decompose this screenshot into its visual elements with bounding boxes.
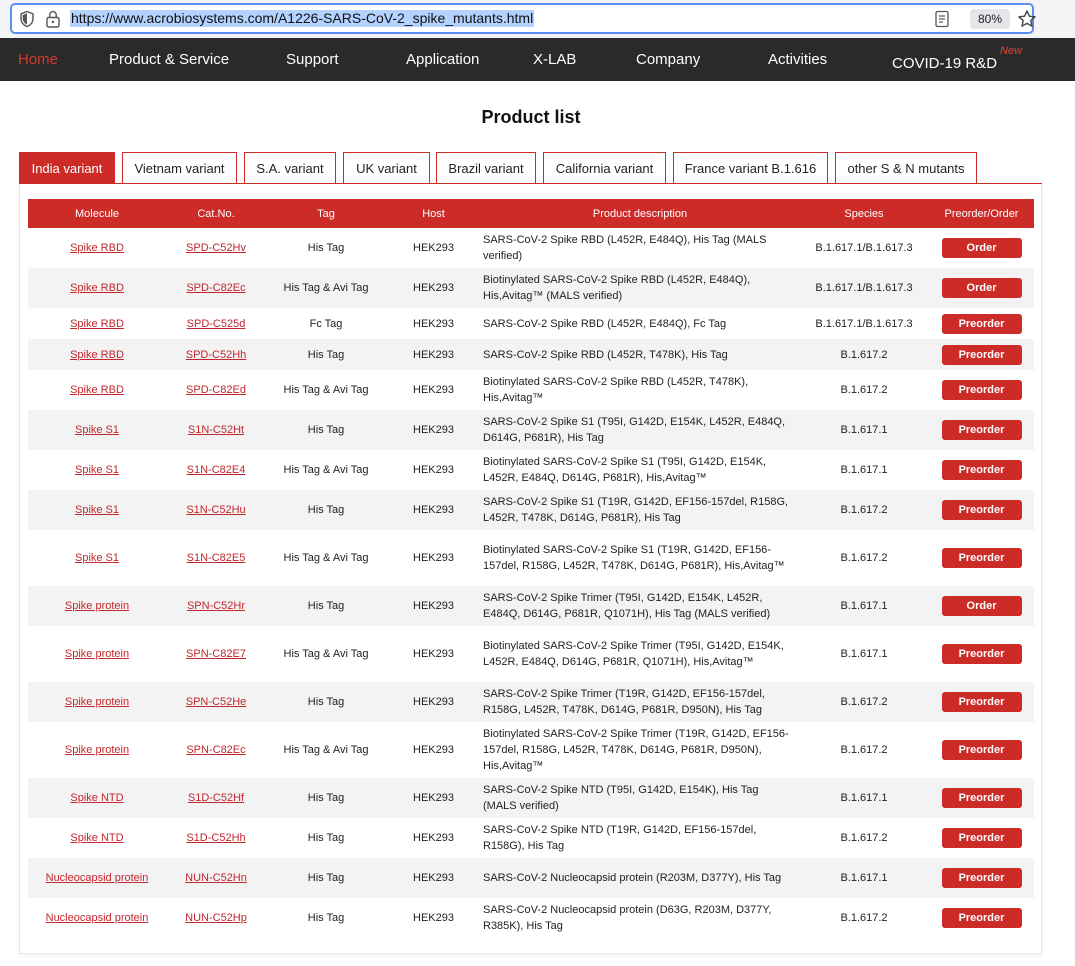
host-cell: HEK293 xyxy=(413,242,454,254)
molecule-link[interactable]: Spike S1 xyxy=(74,552,120,564)
nav-item-x-lab[interactable]: X-LAB xyxy=(533,51,577,68)
browser-toolbar xyxy=(0,0,1075,38)
cat-no-link[interactable]: SPN-C52Hr xyxy=(186,600,246,612)
preorder-button[interactable]: Preorder xyxy=(942,345,1022,365)
species-cell: B.1.617.1 xyxy=(799,778,929,818)
description-cell: SARS-CoV-2 Spike RBD (L452R, E484Q), Fc Tag xyxy=(483,317,727,330)
host-cell: HEK293 xyxy=(386,490,481,530)
molecule-link[interactable]: Spike S1 xyxy=(74,464,120,476)
page-title: Product list xyxy=(481,107,581,127)
header-product-description: Product description xyxy=(481,199,799,228)
cat-no-cell xyxy=(166,228,266,268)
cat-no-cell xyxy=(166,682,266,722)
bookmark-star-icon[interactable] xyxy=(1017,9,1037,29)
species-cell: B.1.617.1 xyxy=(799,858,929,898)
molecule-link[interactable]: Spike RBD xyxy=(70,242,124,254)
description-cell: SARS-CoV-2 Nucleocapsid protein (D63G, R203M, D377Y, R385K), His Tag xyxy=(483,904,772,932)
species-cell: B.1.617.1 xyxy=(799,586,929,626)
molecule-cell xyxy=(28,530,166,586)
table-row xyxy=(28,410,1034,450)
species-cell: B.1.617.2 xyxy=(799,490,929,530)
cat-no-cell xyxy=(166,586,266,626)
tab-sa-variant[interactable]: S.A. variant xyxy=(244,152,336,184)
molecule-link[interactable]: Nucleocapsid protein xyxy=(45,912,149,924)
cat-no-cell xyxy=(166,268,266,308)
description-cell: SARS-CoV-2 Nucleocapsid protein (R203M, D377Y), His Tag xyxy=(481,858,799,898)
molecule-cell xyxy=(28,450,166,490)
cat-no-link[interactable]: S1D-C52Hh xyxy=(186,832,246,844)
nav-item-company[interactable]: Company xyxy=(636,51,701,68)
table-row xyxy=(28,898,1034,938)
order-button[interactable]: Order xyxy=(942,278,1022,298)
table-row xyxy=(28,818,1034,858)
header-molecule: Molecule xyxy=(28,199,166,228)
table-row xyxy=(28,858,1034,898)
tab-france-variant[interactable]: France variant B.1.616 xyxy=(673,152,828,184)
preorder-button[interactable]: Preorder xyxy=(942,380,1022,400)
header-cat-no: Cat.No. xyxy=(166,199,266,228)
cat-no-link[interactable]: SPD-C52Hv xyxy=(186,242,246,254)
species-cell: B.1.617.2 xyxy=(840,552,888,564)
action-cell xyxy=(929,268,1034,308)
tag-cell: His Tag & Avi Tag xyxy=(283,744,369,756)
cat-no-cell xyxy=(166,308,266,339)
nav-item-product-service[interactable]: Product & Service xyxy=(109,51,230,68)
action-cell xyxy=(929,228,1034,268)
description-cell: SARS-CoV-2 Spike NTD (T95I, G142D, E154K), His Tag (MALS verified) xyxy=(481,778,799,818)
cat-no-cell xyxy=(166,818,266,858)
nav-item-activities[interactable]: Activities xyxy=(768,51,828,68)
header-tag: Tag xyxy=(266,199,386,228)
host-cell: HEK293 xyxy=(386,778,481,818)
cat-no-link[interactable]: SPD-C82Ed xyxy=(186,384,246,396)
tag-cell: His Tag & Avi Tag xyxy=(283,384,369,396)
species-cell: B.1.617.2 xyxy=(840,744,888,756)
action-cell xyxy=(929,778,1034,818)
description-cell: Biotinylated SARS-CoV-2 Spike Trimer (T19R, G142D, EF156-157del, R158G, L452R, T478K, D614G, P681R, D950N), His,Avitag™ xyxy=(483,728,789,772)
nav-item-support[interactable]: Support xyxy=(286,51,339,68)
molecule-link[interactable]: Spike RBD xyxy=(70,384,124,396)
host-cell: HEK293 xyxy=(413,648,454,660)
header-preorder-order: Preorder/Order xyxy=(929,199,1034,228)
order-button[interactable]: Order xyxy=(942,238,1022,258)
host-cell: HEK293 xyxy=(413,464,454,476)
cat-no-link[interactable]: SPN-C52He xyxy=(185,696,247,708)
cat-no-cell xyxy=(166,530,266,586)
action-cell xyxy=(929,586,1034,626)
preorder-button[interactable]: Preorder xyxy=(942,314,1022,334)
host-cell: HEK293 xyxy=(386,410,481,450)
description-cell: SARS-CoV-2 Spike Trimer (T19R, G142D, EF156-157del, R158G, L452R, T478K, D614G, P681R, D950N), His Tag xyxy=(481,682,799,722)
molecule-link[interactable]: Spike RBD xyxy=(70,317,124,330)
table-row xyxy=(28,450,1034,490)
cat-no-link[interactable]: NUN-C52Hp xyxy=(185,912,247,924)
tag-cell: His Tag xyxy=(266,339,386,370)
species-cell: B.1.617.1/B.1.617.3 xyxy=(815,317,913,330)
molecule-cell xyxy=(28,586,166,626)
lock-icon[interactable] xyxy=(44,9,62,29)
cat-no-link[interactable]: SPN-C82Ec xyxy=(186,744,246,756)
tag-cell: His Tag & Avi Tag xyxy=(283,552,369,564)
description-cell: Biotinylated SARS-CoV-2 Spike Trimer (T95I, G142D, E154K, L452R, E484Q, D614G, P681R, Q1071H), His,Avitag™ xyxy=(483,640,784,668)
action-cell xyxy=(929,339,1034,370)
header-species: Species xyxy=(799,199,929,228)
molecule-link[interactable]: Spike RBD xyxy=(70,282,124,294)
cat-no-cell xyxy=(166,450,266,490)
action-cell xyxy=(929,858,1034,898)
table-row xyxy=(28,308,1034,339)
molecule-link[interactable]: Spike NTD xyxy=(70,792,124,804)
tab-other-mutants[interactable]: other S & N mutants xyxy=(835,152,977,184)
host-cell: HEK293 xyxy=(386,682,481,722)
cat-no-link[interactable]: SPD-C52Hh xyxy=(185,348,247,361)
table-header-row xyxy=(28,199,1034,228)
nav-item-application[interactable]: Application xyxy=(406,51,480,68)
cat-no-cell xyxy=(166,858,266,898)
molecule-link[interactable]: Spike protein xyxy=(64,648,130,660)
tag-cell: His Tag & Avi Tag xyxy=(283,648,369,660)
tag-cell: Fc Tag xyxy=(309,317,343,330)
molecule-cell xyxy=(28,490,166,530)
table-row xyxy=(28,778,1034,818)
description-cell: Biotinylated SARS-CoV-2 Spike RBD (L452R, E484Q), His,Avitag™ (MALS verified) xyxy=(481,268,799,308)
description-cell: SARS-CoV-2 Spike S1 (T19R, G142D, EF156-157del, R158G, L452R, T478K, D614G, P681R), His Tag xyxy=(481,490,799,530)
molecule-cell xyxy=(28,626,166,682)
species-cell: B.1.617.2 xyxy=(840,832,888,844)
tag-cell: His Tag xyxy=(307,912,345,924)
description-cell: SARS-CoV-2 Spike Trimer (T95I, G142D, E154K, L452R, E484Q, D614G, P681R, Q1071H), His Tag (MALS verified) xyxy=(481,586,799,626)
host-cell: HEK293 xyxy=(413,744,454,756)
tag-cell: His Tag xyxy=(307,832,345,844)
url-text[interactable]: https://www.acrobiosystems.com/A1226-SARS-CoV-2_spike_mutants.html xyxy=(71,10,534,26)
cat-no-cell xyxy=(166,626,266,682)
action-cell xyxy=(929,370,1034,410)
host-cell: HEK293 xyxy=(386,586,481,626)
host-cell: HEK293 xyxy=(386,268,481,308)
table-row xyxy=(28,682,1034,722)
cat-no-cell xyxy=(166,370,266,410)
product-table xyxy=(28,199,1034,938)
species-cell: B.1.617.2 xyxy=(799,682,929,722)
description-cell: SARS-CoV-2 Spike RBD (L452R, T478K), His Tag xyxy=(481,339,799,370)
host-cell: HEK293 xyxy=(413,912,454,924)
description-cell: SARS-CoV-2 Spike S1 (T95I, G142D, E154K, L452R, E484Q, D614G, P681R), His Tag xyxy=(481,410,799,450)
host-cell: HEK293 xyxy=(386,858,481,898)
table-row xyxy=(28,626,1034,682)
tag-cell: His Tag & Avi Tag xyxy=(283,464,369,476)
cat-no-link[interactable]: S1N-C52Ht xyxy=(187,424,245,436)
preorder-button[interactable]: Preorder xyxy=(942,828,1022,848)
molecule-cell xyxy=(28,898,166,938)
tab-india-variant[interactable]: India variant xyxy=(19,152,115,184)
site-navigation xyxy=(0,38,1075,81)
nav-item-home[interactable]: Home xyxy=(18,51,59,68)
molecule-link[interactable]: Nucleocapsid protein xyxy=(45,872,149,884)
tag-cell: His Tag xyxy=(266,586,386,626)
cat-no-link[interactable]: S1D-C52Hf xyxy=(187,792,245,804)
cat-no-cell xyxy=(166,778,266,818)
species-cell: B.1.617.2 xyxy=(840,384,888,396)
species-cell: B.1.617.1/B.1.617.3 xyxy=(799,268,929,308)
header-host: Host xyxy=(386,199,481,228)
cat-no-link[interactable]: SPD-C525d xyxy=(186,317,246,330)
molecule-cell xyxy=(28,339,166,370)
action-cell xyxy=(929,818,1034,858)
action-cell xyxy=(929,490,1034,530)
table-row xyxy=(28,370,1034,410)
cat-no-cell xyxy=(166,722,266,778)
molecule-link[interactable]: Spike S1 xyxy=(74,504,120,516)
table-row xyxy=(28,228,1034,268)
action-cell xyxy=(929,722,1034,778)
molecule-link[interactable]: Spike protein xyxy=(64,600,130,612)
new-badge: New xyxy=(1000,45,1023,57)
species-cell: B.1.617.1 xyxy=(840,464,888,476)
preorder-button[interactable]: Preorder xyxy=(942,740,1022,760)
tag-cell: His Tag xyxy=(307,242,345,254)
tab-brazil-variant[interactable]: Brazil variant xyxy=(436,152,536,184)
table-row xyxy=(28,268,1034,308)
preorder-button[interactable]: Preorder xyxy=(942,908,1022,928)
cat-no-cell xyxy=(166,410,266,450)
cat-no-cell xyxy=(166,490,266,530)
molecule-cell xyxy=(28,410,166,450)
molecule-cell xyxy=(28,778,166,818)
molecule-cell xyxy=(28,858,166,898)
cat-no-cell xyxy=(166,898,266,938)
address-bar[interactable] xyxy=(10,3,1034,34)
reader-view-icon[interactable] xyxy=(934,10,950,28)
table-row xyxy=(28,722,1034,778)
molecule-link[interactable]: Spike RBD xyxy=(70,348,124,361)
action-cell xyxy=(929,450,1034,490)
description-cell: Biotinylated SARS-CoV-2 Spike S1 (T95I, G142D, E154K, L452R, E484Q, D614G, P681R), His,Avitag™ xyxy=(483,456,767,484)
cat-no-link[interactable]: S1N-C82E5 xyxy=(186,552,246,564)
preorder-button[interactable]: Preorder xyxy=(942,788,1022,808)
preorder-button[interactable]: Preorder xyxy=(942,868,1022,888)
molecule-cell xyxy=(28,682,166,722)
tab-california-variant[interactable]: California variant xyxy=(543,152,666,184)
molecule-cell xyxy=(28,818,166,858)
molecule-cell xyxy=(28,308,166,339)
shield-icon[interactable] xyxy=(18,10,36,28)
description-cell: Biotinylated SARS-CoV-2 Spike S1 (T19R, G142D, EF156-157del, R158G, L452R, T478K, D614G, P681R), His,Avitag™ xyxy=(483,544,785,572)
molecule-cell xyxy=(28,268,166,308)
species-cell: B.1.617.1 xyxy=(799,410,929,450)
cat-no-link[interactable]: SPD-C82Ec xyxy=(186,282,246,294)
action-cell xyxy=(929,898,1034,938)
action-cell xyxy=(929,410,1034,450)
preorder-button[interactable]: Preorder xyxy=(942,460,1022,480)
tag-cell: His Tag xyxy=(266,858,386,898)
table-row xyxy=(28,530,1034,586)
molecule-cell xyxy=(28,370,166,410)
cat-no-link[interactable]: NUN-C52Hn xyxy=(185,872,247,884)
host-cell: HEK293 xyxy=(413,832,454,844)
species-cell: B.1.617.2 xyxy=(840,912,888,924)
molecule-link[interactable]: Spike NTD xyxy=(70,832,124,844)
description-cell: SARS-CoV-2 Spike NTD (T19R, G142D, EF156-157del, R158G), His Tag xyxy=(483,824,757,852)
table-row xyxy=(28,586,1034,626)
order-button[interactable]: Order xyxy=(942,596,1022,616)
preorder-button[interactable]: Preorder xyxy=(942,548,1022,568)
description-cell: Biotinylated SARS-CoV-2 Spike RBD (L452R, T478K), His,Avitag™ xyxy=(483,376,749,404)
nav-item-covid-rd[interactable]: COVID-19 $R\&D^{New}$ xyxy=(892,45,1023,72)
host-cell: HEK293 xyxy=(413,317,454,330)
preorder-button[interactable]: Preorder xyxy=(942,644,1022,664)
zoom-level-badge[interactable]: 80% xyxy=(970,9,1010,29)
tag-cell: His Tag xyxy=(266,682,386,722)
molecule-link[interactable]: Spike S1 xyxy=(74,424,120,436)
tag-cell: His Tag & Avi Tag xyxy=(266,268,386,308)
tag-cell: His Tag xyxy=(266,410,386,450)
action-cell xyxy=(929,308,1034,339)
tag-cell: His Tag xyxy=(266,778,386,818)
species-cell: B.1.617.1 xyxy=(840,648,888,660)
preorder-button[interactable]: Preorder xyxy=(942,500,1022,520)
host-cell: HEK293 xyxy=(413,552,454,564)
host-cell: HEK293 xyxy=(386,339,481,370)
preorder-button[interactable]: Preorder xyxy=(942,420,1022,440)
action-cell xyxy=(929,626,1034,682)
tag-cell: His Tag xyxy=(266,490,386,530)
table-row xyxy=(28,339,1034,370)
species-cell: B.1.617.2 xyxy=(799,339,929,370)
molecule-link[interactable]: Spike protein xyxy=(64,696,130,708)
cat-no-link[interactable]: SPN-C82E7 xyxy=(186,648,246,660)
cat-no-link[interactable]: S1N-C82E4 xyxy=(186,464,246,476)
species-cell: B.1.617.1/B.1.617.3 xyxy=(815,242,913,254)
cat-no-link[interactable]: S1N-C52Hu xyxy=(186,504,246,516)
cat-no-cell xyxy=(166,339,266,370)
table-row xyxy=(28,490,1034,530)
tab-uk-variant[interactable]: UK variant xyxy=(343,152,430,184)
description-cell: SARS-CoV-2 Spike RBD (L452R, E484Q), His Tag (MALS verified) xyxy=(483,234,767,262)
action-cell xyxy=(929,682,1034,722)
host-cell: HEK293 xyxy=(413,384,454,396)
tab-vietnam-variant[interactable]: Vietnam variant xyxy=(122,152,237,184)
molecule-link[interactable]: Spike protein xyxy=(64,744,130,756)
preorder-button[interactable]: Preorder xyxy=(942,692,1022,712)
molecule-cell xyxy=(28,722,166,778)
action-cell xyxy=(929,530,1034,586)
molecule-cell xyxy=(28,228,166,268)
